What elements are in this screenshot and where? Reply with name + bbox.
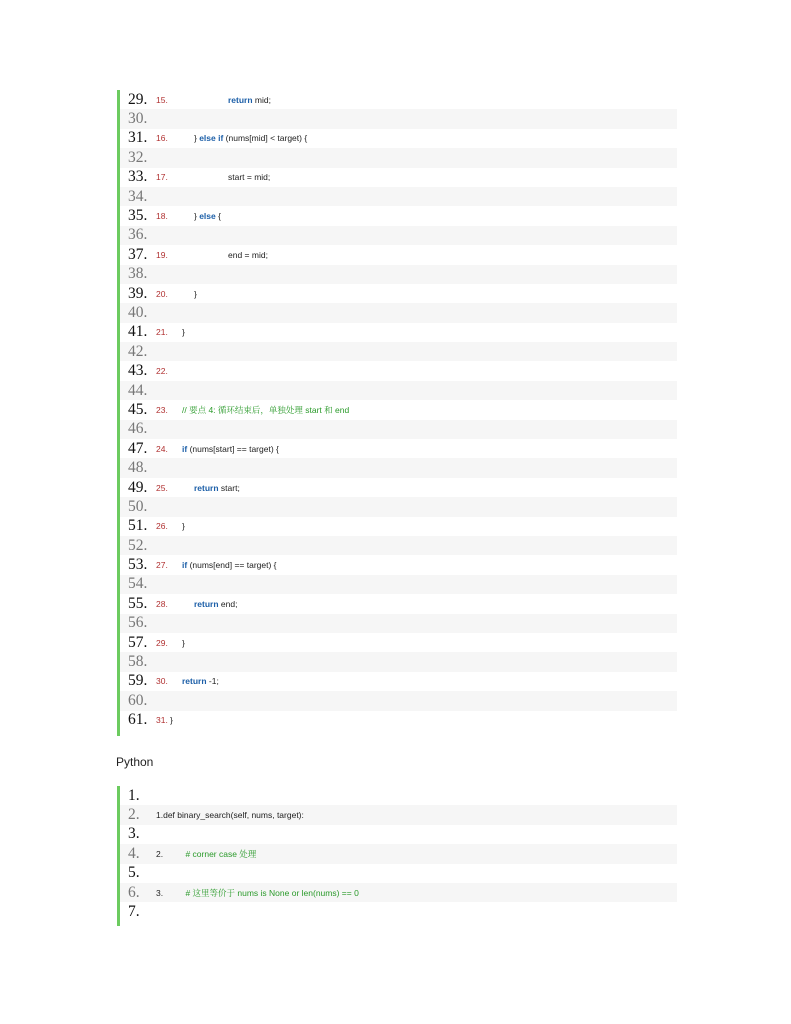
outer-line-number: 36. xyxy=(128,226,148,244)
inner-line-number: 26. xyxy=(156,521,168,532)
code-token: mid; xyxy=(252,94,271,105)
code-line xyxy=(120,323,677,342)
code-line xyxy=(120,536,677,555)
code-line xyxy=(120,633,677,652)
inner-line-number: 2. xyxy=(156,848,164,859)
code-text xyxy=(228,95,271,105)
inner-line-number: 21. xyxy=(156,327,168,338)
code-line xyxy=(120,361,677,380)
outer-line-number: 55. xyxy=(128,594,148,612)
inner-line-number: 28. xyxy=(156,598,168,609)
outer-line-number: 46. xyxy=(128,420,148,438)
code-line xyxy=(120,786,677,805)
code-text xyxy=(182,444,279,454)
code-line xyxy=(120,439,677,458)
outer-line-number: 38. xyxy=(128,265,148,283)
code-comment: // 要点 4: 循环结束后，单独处理 start 和 end xyxy=(182,404,350,415)
inner-line-number: 19. xyxy=(156,249,168,260)
outer-line-number: 52. xyxy=(128,536,148,554)
code-line xyxy=(120,148,677,167)
code-text xyxy=(194,483,240,493)
code-line xyxy=(120,672,677,691)
code-token: } xyxy=(182,637,185,648)
code-token: } xyxy=(182,327,185,338)
outer-line-number: 57. xyxy=(128,633,148,651)
code-token: (nums[end] == target) { xyxy=(187,560,277,571)
code-line xyxy=(120,265,677,284)
code-line xyxy=(120,458,677,477)
code-text xyxy=(194,289,197,299)
code-token: (nums[mid] < target) { xyxy=(223,133,308,144)
code-line xyxy=(120,497,677,516)
code-line xyxy=(120,883,677,902)
code-line xyxy=(120,420,677,439)
code-token: { xyxy=(215,211,221,222)
outer-line-number: 31. xyxy=(128,129,148,147)
outer-line-number: 2. xyxy=(128,806,140,824)
outer-line-number: 35. xyxy=(128,207,148,225)
code-text xyxy=(182,327,185,337)
code-token: end; xyxy=(218,598,238,609)
outer-line-number: 41. xyxy=(128,323,148,341)
outer-line-number: 51. xyxy=(128,517,148,535)
code-text: 1.def binary_search(self, nums, target): xyxy=(156,810,304,821)
outer-line-number: 60. xyxy=(128,691,148,709)
code-text xyxy=(170,715,173,725)
code-text xyxy=(228,172,270,182)
outer-line-number: 61. xyxy=(128,711,148,729)
code-line xyxy=(120,575,677,594)
code-token: } xyxy=(170,715,173,726)
code-line xyxy=(120,400,677,419)
code-comment: # corner case 处理 xyxy=(176,848,257,859)
outer-line-number: 45. xyxy=(128,400,148,418)
outer-line-number: 33. xyxy=(128,168,148,186)
code-token: start; xyxy=(218,482,240,493)
outer-line-number: 43. xyxy=(128,362,148,380)
inner-line-number: 16. xyxy=(156,133,168,144)
code-keyword: else if xyxy=(199,133,224,144)
code-token: } xyxy=(194,211,200,222)
outer-line-number: 6. xyxy=(128,883,140,901)
code-line xyxy=(120,902,677,921)
outer-line-number: 42. xyxy=(128,342,148,360)
outer-line-number: 34. xyxy=(128,187,148,205)
code-line xyxy=(120,711,677,730)
outer-line-number: 3. xyxy=(128,825,140,843)
code-line xyxy=(120,168,677,187)
inner-line-number: 23. xyxy=(156,404,168,415)
code-line xyxy=(120,284,677,303)
code-token: start = mid; xyxy=(228,172,271,183)
code-line xyxy=(120,129,677,148)
code-text xyxy=(194,133,307,143)
code-line xyxy=(120,303,677,322)
code-line xyxy=(120,805,677,824)
code-text xyxy=(194,211,221,221)
code-text xyxy=(194,599,237,609)
code-keyword: if xyxy=(182,560,188,571)
code-line xyxy=(120,594,677,613)
code-line xyxy=(120,614,677,633)
code-line xyxy=(120,206,677,225)
code-line xyxy=(120,517,677,536)
python-code-block xyxy=(117,786,677,926)
outer-line-number: 54. xyxy=(128,575,148,593)
outer-line-number: 47. xyxy=(128,439,148,457)
code-token: end = mid; xyxy=(228,249,268,260)
code-line xyxy=(120,864,677,883)
outer-line-number: 1. xyxy=(128,786,140,804)
outer-line-number: 40. xyxy=(128,303,148,321)
code-keyword: return xyxy=(182,676,207,687)
code-line xyxy=(120,226,677,245)
code-line xyxy=(120,652,677,671)
code-keyword: if xyxy=(182,443,188,454)
outer-line-number: 56. xyxy=(128,614,148,632)
code-line xyxy=(120,381,677,400)
outer-line-number: 39. xyxy=(128,284,148,302)
inner-line-number: 22. xyxy=(156,366,168,377)
outer-line-number: 7. xyxy=(128,903,140,921)
inner-line-number: 30. xyxy=(156,676,168,687)
outer-line-number: 53. xyxy=(128,556,148,574)
inner-line-number: 15. xyxy=(156,94,168,105)
code-line xyxy=(120,825,677,844)
code-keyword: return xyxy=(228,94,253,105)
java-code-block xyxy=(117,90,677,736)
code-line xyxy=(120,555,677,574)
outer-line-number: 32. xyxy=(128,148,148,166)
code-text xyxy=(182,638,185,648)
inner-line-number: 3. xyxy=(156,887,164,898)
code-line xyxy=(120,187,677,206)
code-token: } xyxy=(182,521,185,532)
code-keyword: else xyxy=(199,211,216,222)
code-line xyxy=(120,90,677,109)
python-heading: Python xyxy=(116,755,154,769)
code-line xyxy=(120,342,677,361)
inner-line-number: 17. xyxy=(156,172,168,183)
code-line xyxy=(120,844,677,863)
outer-line-number: 4. xyxy=(128,844,140,862)
outer-line-number: 5. xyxy=(128,864,140,882)
code-keyword: return xyxy=(194,598,219,609)
inner-line-number: 31. xyxy=(156,715,168,726)
code-line xyxy=(120,691,677,710)
code-text xyxy=(182,560,277,570)
inner-line-number: 25. xyxy=(156,482,168,493)
outer-line-number: 30. xyxy=(128,110,148,128)
code-comment: # 这里等价于 nums is None or len(nums) == 0 xyxy=(176,887,359,898)
inner-line-number: 27. xyxy=(156,560,168,571)
code-line xyxy=(120,245,677,264)
outer-line-number: 59. xyxy=(128,672,148,690)
outer-line-number: 50. xyxy=(128,497,148,515)
outer-line-number: 58. xyxy=(128,653,148,671)
code-text xyxy=(182,521,185,531)
code-line xyxy=(120,478,677,497)
outer-line-number: 44. xyxy=(128,381,148,399)
code-text xyxy=(182,404,349,416)
code-token: (nums[start] == target) { xyxy=(187,443,279,454)
code-text xyxy=(228,250,268,260)
outer-line-number: 37. xyxy=(128,245,148,263)
inner-line-number: 20. xyxy=(156,288,168,299)
code-text xyxy=(182,676,219,686)
inner-line-number: 18. xyxy=(156,211,168,222)
code-line xyxy=(120,109,677,128)
outer-line-number: 48. xyxy=(128,459,148,477)
code-token: } xyxy=(194,133,200,144)
outer-line-number: 29. xyxy=(128,90,148,108)
code-keyword: return xyxy=(194,482,219,493)
code-token: -1; xyxy=(206,676,219,687)
code-token: } xyxy=(194,288,197,299)
outer-line-number: 49. xyxy=(128,478,148,496)
inner-line-number: 24. xyxy=(156,443,168,454)
inner-line-number: 29. xyxy=(156,637,168,648)
